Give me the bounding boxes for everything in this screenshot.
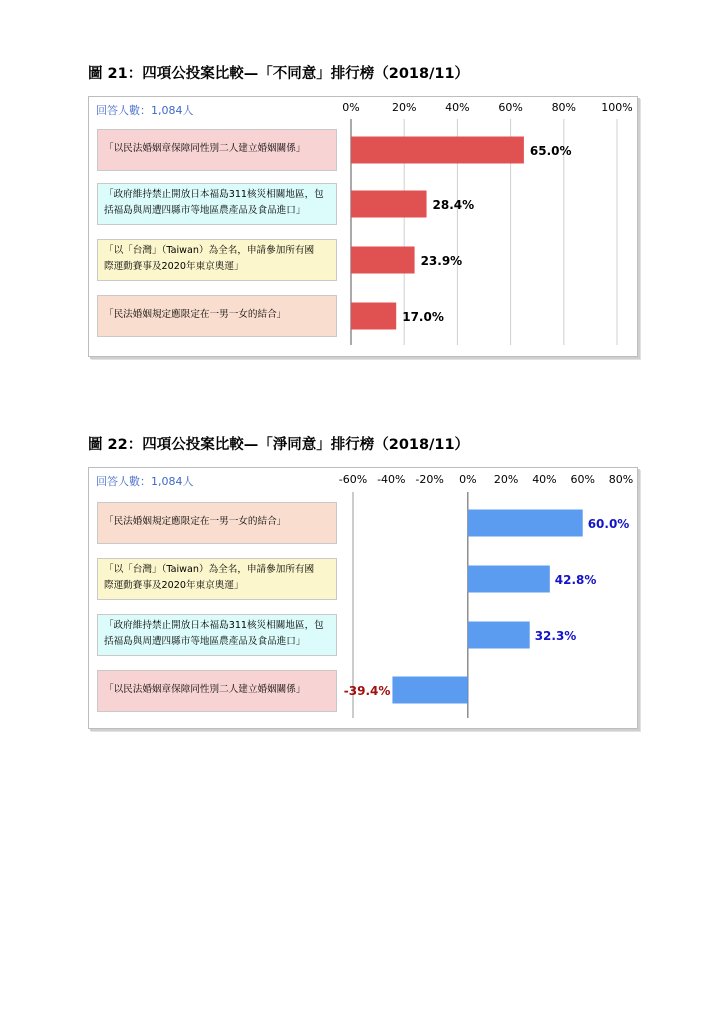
category-label-line: 「民法婚姻規定應限定在一男一女的結合」 [104, 309, 287, 320]
x-tick-label: -20% [415, 473, 444, 486]
category-label-line: 「以「台灣」（Taiwan）為全名，申請參加所有國 [104, 564, 315, 575]
data-label: 28.4% [432, 198, 475, 212]
bar [468, 510, 583, 537]
data-label: 17.0% [402, 310, 444, 324]
bar [392, 677, 467, 704]
category-label-line: 際運動賽事及2020年東京奧運」 [104, 580, 244, 591]
x-tick-label: -40% [377, 473, 406, 486]
x-tick-label: 40% [445, 101, 470, 114]
bar [351, 247, 415, 274]
respondents-count: 回答人數：1,084人 [96, 104, 194, 117]
data-label: 65.0% [529, 144, 572, 158]
x-tick-label: 20% [391, 101, 417, 114]
bar [351, 191, 427, 218]
figure-22-panel [88, 467, 638, 729]
x-tick-label: -60% [338, 473, 368, 486]
x-tick-label: 80% [551, 101, 577, 114]
figure-21-panel [88, 96, 638, 357]
data-label: 23.9% [420, 254, 463, 268]
category-label-line: 「以民法婚姻章保障同性別二人建立婚姻關係」 [104, 143, 306, 154]
figure-21-title: 圖 21：四項公投案比較—「不同意」排行榜（2018/11） [88, 66, 470, 82]
bar [468, 566, 550, 593]
x-tick-label: 60% [570, 473, 595, 486]
x-tick-label: 0% [459, 473, 477, 486]
data-label: 32.3% [534, 629, 577, 643]
bar [351, 137, 524, 164]
respondents-count: 回答人數：1,084人 [96, 475, 194, 488]
data-label: 42.8% [554, 573, 597, 587]
data-label: 60.0% [587, 517, 630, 531]
x-tick-label: 20% [493, 473, 519, 486]
x-tick-label: 100% [601, 101, 633, 114]
x-tick-label: 80% [608, 473, 634, 486]
category-label-line: 「政府維持禁止開放日本福島311核災相關地區，包 [104, 620, 324, 631]
category-label-line: 際運動賽事及2020年東京奧運」 [104, 261, 244, 272]
bar [468, 622, 530, 649]
x-tick-label: 0% [342, 101, 360, 114]
category-label-line: 括福島與周遭四縣市等地區農產品及食品進口」 [104, 636, 306, 647]
x-tick-label: 40% [532, 473, 557, 486]
category-label-line: 「政府維持禁止開放日本福島311核災相關地區，包 [104, 189, 324, 200]
category-label-line: 括福島與周遭四縣市等地區農產品及食品進口」 [104, 205, 306, 216]
net-agree-ranking-chart [89, 468, 637, 728]
bar [351, 303, 396, 330]
category-label-line: 「以民法婚姻章保障同性別二人建立婚姻關係」 [104, 684, 306, 695]
category-label-line: 「以「台灣」（Taiwan）為全名，申請參加所有國 [104, 245, 315, 256]
figure-22-title: 圖 22：四項公投案比較—「淨同意」排行榜（2018/11） [88, 437, 470, 453]
disagree-ranking-chart [89, 97, 637, 356]
category-label-line: 「民法婚姻規定應限定在一男一女的結合」 [104, 516, 287, 527]
x-tick-label: 60% [498, 101, 523, 114]
data-label: -39.4% [343, 684, 391, 698]
